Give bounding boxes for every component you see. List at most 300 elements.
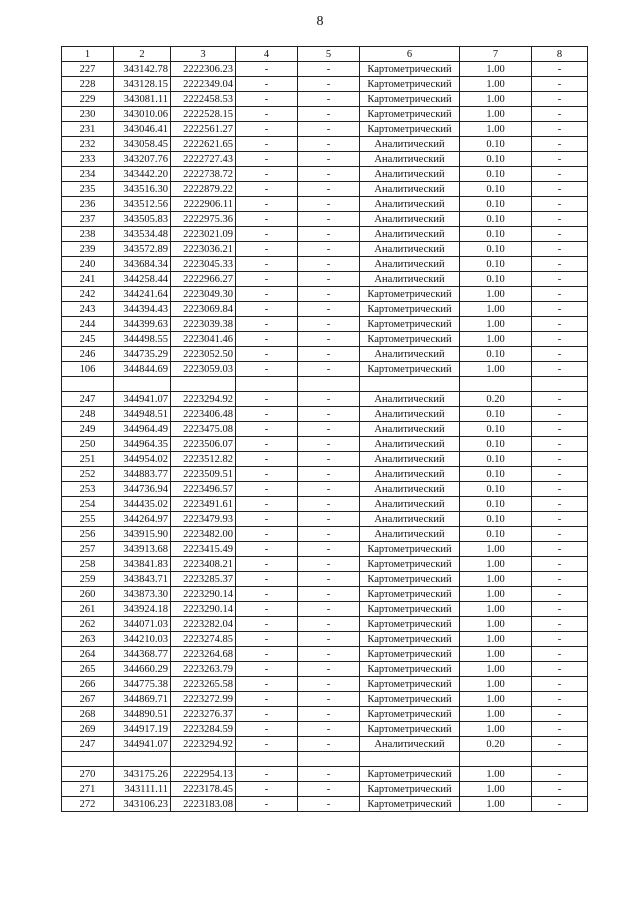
- table-cell: 344210.03: [114, 632, 171, 647]
- table-cell: Картометрический: [360, 767, 460, 782]
- table-cell: 2223294.92: [171, 737, 236, 752]
- table-cell: -: [236, 707, 298, 722]
- table-cell: -: [298, 92, 360, 107]
- table-cell: 1.00: [460, 617, 532, 632]
- table-cell: 1.00: [460, 647, 532, 662]
- table-cell: 0.10: [460, 467, 532, 482]
- table-cell: -: [298, 647, 360, 662]
- table-row: [62, 137, 588, 152]
- table-cell: 227: [62, 62, 114, 77]
- table-cell: 1.00: [460, 77, 532, 92]
- table-cell: -: [532, 797, 588, 812]
- table-cell: -: [236, 317, 298, 332]
- table-cell: -: [298, 767, 360, 782]
- table-cell: -: [298, 677, 360, 692]
- table-cell: -: [298, 737, 360, 752]
- table-cell: 344954.02: [114, 452, 171, 467]
- table-row: [62, 392, 588, 407]
- table-cell: Картометрический: [360, 302, 460, 317]
- table-cell: 2223408.21: [171, 557, 236, 572]
- page-number: 8: [316, 14, 324, 29]
- table-cell: -: [298, 482, 360, 497]
- table-cell: -: [236, 632, 298, 647]
- table-cell: -: [298, 617, 360, 632]
- table-cell: 343175.26: [114, 767, 171, 782]
- table-row: [62, 587, 588, 602]
- table-cell: 2223183.08: [171, 797, 236, 812]
- table-cell: 234: [62, 167, 114, 182]
- table-cell: 344435.02: [114, 497, 171, 512]
- table-cell: Картометрический: [360, 362, 460, 377]
- empty-cell: [532, 377, 588, 392]
- table-cell: -: [298, 452, 360, 467]
- table-cell: 0.10: [460, 227, 532, 242]
- table-cell: -: [532, 392, 588, 407]
- table-cell: 0.10: [460, 242, 532, 257]
- table-cell: -: [532, 182, 588, 197]
- table-cell: Картометрический: [360, 572, 460, 587]
- table-cell: 2223274.85: [171, 632, 236, 647]
- table-cell: 0.10: [460, 182, 532, 197]
- table-cell: -: [298, 692, 360, 707]
- table-cell: 2222738.72: [171, 167, 236, 182]
- table-cell: 2223036.21: [171, 242, 236, 257]
- table-cell: 343516.30: [114, 182, 171, 197]
- table-cell: 344844.69: [114, 362, 171, 377]
- table-cell: 2223041.46: [171, 332, 236, 347]
- table-cell: -: [298, 722, 360, 737]
- table-cell: -: [532, 302, 588, 317]
- table-cell: -: [298, 302, 360, 317]
- table-body: [62, 62, 588, 812]
- table-cell: 344775.38: [114, 677, 171, 692]
- table-cell: -: [298, 362, 360, 377]
- table-row: [62, 482, 588, 497]
- table-cell: -: [532, 242, 588, 257]
- table-cell: -: [532, 692, 588, 707]
- table-row: [62, 332, 588, 347]
- table-cell: -: [532, 557, 588, 572]
- table-cell: 242: [62, 287, 114, 302]
- table-cell: Аналитический: [360, 527, 460, 542]
- empty-cell: [360, 752, 460, 767]
- table-cell: -: [236, 107, 298, 122]
- table-cell: -: [532, 707, 588, 722]
- table-cell: 343915.90: [114, 527, 171, 542]
- table-cell: Картометрический: [360, 62, 460, 77]
- table-cell: 0.10: [460, 527, 532, 542]
- table-cell: -: [298, 317, 360, 332]
- table-cell: -: [236, 452, 298, 467]
- table-cell: -: [532, 542, 588, 557]
- table-cell: 344941.07: [114, 392, 171, 407]
- table-row: [62, 617, 588, 632]
- header-cell: 1: [62, 47, 114, 62]
- table-cell: 1.00: [460, 677, 532, 692]
- table-cell: -: [236, 692, 298, 707]
- table-cell: -: [298, 407, 360, 422]
- table-cell: -: [298, 797, 360, 812]
- empty-cell: [360, 377, 460, 392]
- table-cell: -: [532, 452, 588, 467]
- table-cell: Аналитический: [360, 152, 460, 167]
- table-cell: 257: [62, 542, 114, 557]
- header-cell: 7: [460, 47, 532, 62]
- table-cell: -: [532, 407, 588, 422]
- table-cell: -: [532, 287, 588, 302]
- table-cell: -: [532, 272, 588, 287]
- table-cell: 258: [62, 557, 114, 572]
- table-cell: -: [236, 737, 298, 752]
- table-cell: 270: [62, 767, 114, 782]
- table-cell: -: [236, 257, 298, 272]
- table-cell: Картометрический: [360, 77, 460, 92]
- table-cell: Аналитический: [360, 467, 460, 482]
- table-cell: Аналитический: [360, 242, 460, 257]
- table-cell: -: [532, 332, 588, 347]
- table-cell: -: [298, 602, 360, 617]
- table-cell: Аналитический: [360, 482, 460, 497]
- table-cell: -: [236, 587, 298, 602]
- empty-cell: [114, 752, 171, 767]
- table-cell: Картометрический: [360, 92, 460, 107]
- table-cell: 249: [62, 422, 114, 437]
- table-cell: 2223496.57: [171, 482, 236, 497]
- section-separator-row: [62, 377, 588, 392]
- table-cell: 254: [62, 497, 114, 512]
- table-cell: -: [532, 767, 588, 782]
- table-cell: 1.00: [460, 587, 532, 602]
- table-cell: -: [532, 722, 588, 737]
- table-cell: 2223021.09: [171, 227, 236, 242]
- table-row: [62, 92, 588, 107]
- table-cell: -: [298, 542, 360, 557]
- table-cell: 343058.45: [114, 137, 171, 152]
- table-cell: -: [532, 107, 588, 122]
- empty-cell: [114, 377, 171, 392]
- table-cell: 343207.76: [114, 152, 171, 167]
- table-cell: 0.10: [460, 347, 532, 362]
- table-cell: Картометрический: [360, 602, 460, 617]
- table-cell: 2223039.38: [171, 317, 236, 332]
- table-cell: 235: [62, 182, 114, 197]
- table-cell: 2223263.79: [171, 662, 236, 677]
- table-cell: 343505.83: [114, 212, 171, 227]
- table-cell: -: [236, 332, 298, 347]
- table-cell: 2222954.13: [171, 767, 236, 782]
- empty-cell: [460, 752, 532, 767]
- table-cell: -: [298, 527, 360, 542]
- header-cell: 2: [114, 47, 171, 62]
- table-cell: 263: [62, 632, 114, 647]
- table-cell: -: [532, 92, 588, 107]
- table-cell: 0.20: [460, 737, 532, 752]
- table-cell: -: [298, 227, 360, 242]
- table-cell: Картометрический: [360, 617, 460, 632]
- table-cell: -: [298, 587, 360, 602]
- table-cell: 1.00: [460, 602, 532, 617]
- table-cell: -: [236, 572, 298, 587]
- table-cell: 1.00: [460, 542, 532, 557]
- table-row: [62, 497, 588, 512]
- table-cell: 251: [62, 452, 114, 467]
- table-cell: 229: [62, 92, 114, 107]
- table-row: [62, 737, 588, 752]
- table-cell: 1.00: [460, 767, 532, 782]
- table-cell: Картометрический: [360, 692, 460, 707]
- table-cell: 244: [62, 317, 114, 332]
- table-cell: 1.00: [460, 332, 532, 347]
- table-cell: 344890.51: [114, 707, 171, 722]
- table-cell: -: [532, 167, 588, 182]
- table-cell: -: [236, 497, 298, 512]
- table-cell: -: [532, 737, 588, 752]
- table-cell: -: [298, 437, 360, 452]
- table-cell: -: [532, 257, 588, 272]
- table-row: [62, 512, 588, 527]
- table-cell: -: [236, 512, 298, 527]
- table-cell: 228: [62, 77, 114, 92]
- table-cell: -: [236, 242, 298, 257]
- table-row: [62, 62, 588, 77]
- table-cell: 272: [62, 797, 114, 812]
- table-cell: 2223406.48: [171, 407, 236, 422]
- table-cell: -: [236, 662, 298, 677]
- header-cell: 8: [532, 47, 588, 62]
- table-cell: 1.00: [460, 287, 532, 302]
- table-cell: 2223285.37: [171, 572, 236, 587]
- table-cell: 0.10: [460, 512, 532, 527]
- table-cell: Аналитический: [360, 272, 460, 287]
- table-cell: 1.00: [460, 62, 532, 77]
- table-cell: 344964.35: [114, 437, 171, 452]
- table-cell: Аналитический: [360, 737, 460, 752]
- table-cell: 2223475.08: [171, 422, 236, 437]
- table-cell: 2222528.15: [171, 107, 236, 122]
- table-row: [62, 602, 588, 617]
- table-row: [62, 437, 588, 452]
- table-row: [62, 287, 588, 302]
- table-cell: Картометрический: [360, 677, 460, 692]
- empty-cell: [236, 752, 298, 767]
- table-row: [62, 677, 588, 692]
- table-cell: 2223479.93: [171, 512, 236, 527]
- table-cell: 2223509.51: [171, 467, 236, 482]
- table-cell: 1.00: [460, 557, 532, 572]
- table-cell: 0.10: [460, 152, 532, 167]
- table-cell: -: [532, 362, 588, 377]
- table-cell: 245: [62, 332, 114, 347]
- table-cell: 231: [62, 122, 114, 137]
- table-cell: -: [532, 347, 588, 362]
- table-cell: -: [532, 122, 588, 137]
- table-cell: Аналитический: [360, 422, 460, 437]
- table-row: [62, 557, 588, 572]
- table-row: [62, 527, 588, 542]
- table-cell: -: [298, 122, 360, 137]
- table-cell: -: [236, 182, 298, 197]
- table-cell: -: [532, 482, 588, 497]
- table-row: [62, 362, 588, 377]
- table-cell: -: [298, 242, 360, 257]
- empty-cell: [171, 377, 236, 392]
- table-cell: 2223178.45: [171, 782, 236, 797]
- table-cell: -: [532, 62, 588, 77]
- table-cell: 262: [62, 617, 114, 632]
- table-cell: -: [236, 227, 298, 242]
- table-cell: 2223284.59: [171, 722, 236, 737]
- table-cell: -: [532, 632, 588, 647]
- table-cell: -: [298, 152, 360, 167]
- table-cell: 2223052.50: [171, 347, 236, 362]
- table-cell: -: [298, 77, 360, 92]
- table-cell: -: [236, 392, 298, 407]
- table-cell: -: [236, 422, 298, 437]
- table-cell: Картометрический: [360, 632, 460, 647]
- table-cell: 247: [62, 392, 114, 407]
- table-cell: Картометрический: [360, 287, 460, 302]
- table-cell: 344498.55: [114, 332, 171, 347]
- table-cell: -: [532, 467, 588, 482]
- table-cell: -: [298, 662, 360, 677]
- table-cell: 246: [62, 347, 114, 362]
- table-cell: 2223506.07: [171, 437, 236, 452]
- table-row: [62, 572, 588, 587]
- header-cell: 5: [298, 47, 360, 62]
- table-cell: Картометрический: [360, 332, 460, 347]
- table-cell: 0.20: [460, 392, 532, 407]
- table-cell: -: [298, 272, 360, 287]
- table-cell: 236: [62, 197, 114, 212]
- table-cell: -: [532, 137, 588, 152]
- table-cell: Картометрический: [360, 707, 460, 722]
- table-cell: -: [236, 467, 298, 482]
- section-separator-row: [62, 752, 588, 767]
- table-cell: 2223049.30: [171, 287, 236, 302]
- table-cell: 343010.06: [114, 107, 171, 122]
- table-cell: -: [532, 197, 588, 212]
- table-cell: -: [236, 407, 298, 422]
- table-cell: 233: [62, 152, 114, 167]
- table-cell: -: [298, 707, 360, 722]
- table-cell: -: [236, 782, 298, 797]
- table-cell: -: [236, 272, 298, 287]
- table-cell: 256: [62, 527, 114, 542]
- table-cell: 2223491.61: [171, 497, 236, 512]
- table-cell: -: [298, 62, 360, 77]
- table-cell: 344948.51: [114, 407, 171, 422]
- table-cell: 261: [62, 602, 114, 617]
- table-cell: 260: [62, 587, 114, 602]
- table-row: [62, 662, 588, 677]
- table-cell: 265: [62, 662, 114, 677]
- table-cell: 344883.77: [114, 467, 171, 482]
- empty-cell: [532, 752, 588, 767]
- table-cell: 343684.34: [114, 257, 171, 272]
- table-cell: 344735.29: [114, 347, 171, 362]
- table-cell: -: [236, 767, 298, 782]
- table-cell: 2223290.14: [171, 587, 236, 602]
- table-cell: Картометрический: [360, 587, 460, 602]
- table-cell: -: [532, 677, 588, 692]
- table-cell: -: [298, 212, 360, 227]
- table-cell: 344258.44: [114, 272, 171, 287]
- table-cell: Картометрический: [360, 647, 460, 662]
- table-cell: 0.10: [460, 167, 532, 182]
- table-cell: 255: [62, 512, 114, 527]
- table-cell: Аналитический: [360, 452, 460, 467]
- table-cell: 343512.56: [114, 197, 171, 212]
- table-cell: 0.10: [460, 272, 532, 287]
- table-cell: Аналитический: [360, 137, 460, 152]
- table-cell: 344264.97: [114, 512, 171, 527]
- table-row: [62, 707, 588, 722]
- table-cell: 344394.43: [114, 302, 171, 317]
- table-cell: 2223276.37: [171, 707, 236, 722]
- table-cell: 1.00: [460, 692, 532, 707]
- table-cell: -: [298, 137, 360, 152]
- table-cell: 239: [62, 242, 114, 257]
- table-cell: -: [532, 527, 588, 542]
- table-cell: Картометрический: [360, 107, 460, 122]
- table-row: [62, 302, 588, 317]
- table-cell: 0.10: [460, 197, 532, 212]
- table-cell: -: [298, 497, 360, 512]
- table-cell: 2223059.03: [171, 362, 236, 377]
- table-cell: 344869.71: [114, 692, 171, 707]
- table-cell: 343572.89: [114, 242, 171, 257]
- table-cell: -: [236, 602, 298, 617]
- table-cell: Картометрический: [360, 797, 460, 812]
- table-cell: 268: [62, 707, 114, 722]
- table-cell: Аналитический: [360, 212, 460, 227]
- table-cell: 232: [62, 137, 114, 152]
- table-cell: 1.00: [460, 302, 532, 317]
- table-row: [62, 152, 588, 167]
- table-cell: 1.00: [460, 122, 532, 137]
- table-cell: -: [236, 92, 298, 107]
- table-cell: 0.10: [460, 257, 532, 272]
- table-cell: -: [236, 62, 298, 77]
- table-cell: -: [236, 287, 298, 302]
- table-cell: -: [236, 197, 298, 212]
- table-cell: 0.10: [460, 452, 532, 467]
- table-cell: -: [236, 677, 298, 692]
- table-row: [62, 272, 588, 287]
- table-row: [62, 797, 588, 812]
- table-cell: Аналитический: [360, 167, 460, 182]
- table-cell: -: [532, 512, 588, 527]
- table-cell: -: [298, 632, 360, 647]
- table-cell: -: [236, 347, 298, 362]
- table-cell: -: [236, 797, 298, 812]
- table-cell: 0.10: [460, 497, 532, 512]
- table-cell: 343046.41: [114, 122, 171, 137]
- table-row: [62, 167, 588, 182]
- table-cell: 2222879.22: [171, 182, 236, 197]
- table-cell: -: [298, 572, 360, 587]
- table-cell: 344917.19: [114, 722, 171, 737]
- table-cell: 1.00: [460, 632, 532, 647]
- table-row: [62, 182, 588, 197]
- table-cell: Аналитический: [360, 257, 460, 272]
- table-cell: 2222458.53: [171, 92, 236, 107]
- table-cell: -: [236, 722, 298, 737]
- table-cell: 2222906.11: [171, 197, 236, 212]
- header-cell: 6: [360, 47, 460, 62]
- table-cell: -: [236, 302, 298, 317]
- table-cell: Картометрический: [360, 542, 460, 557]
